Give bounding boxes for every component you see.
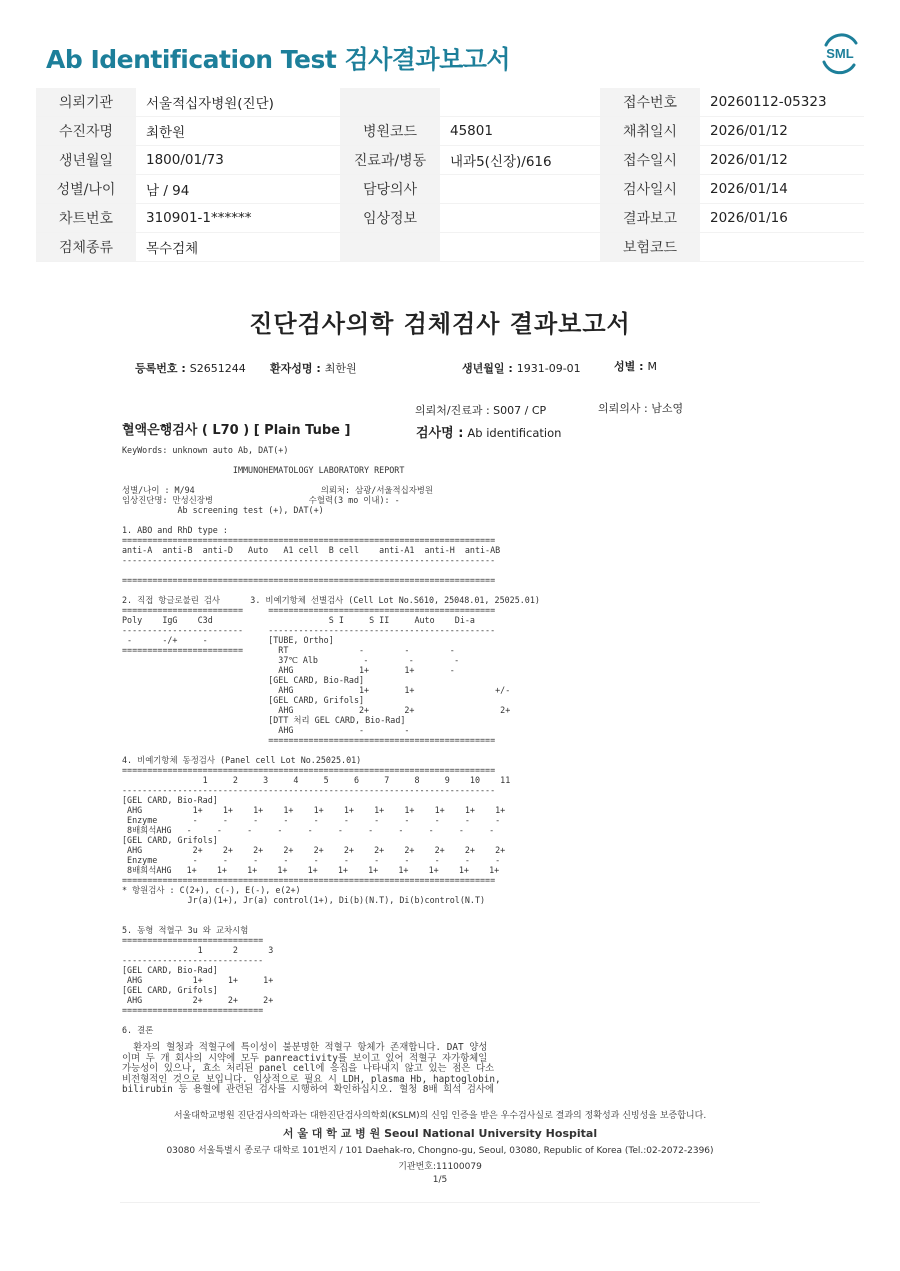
embedded-report <box>100 282 780 1204</box>
header-row <box>36 88 864 117</box>
test-name-value: Ab identification <box>467 426 562 440</box>
header-row <box>36 175 864 204</box>
header-value <box>440 175 600 204</box>
header-value: 2026/01/14 <box>700 175 864 204</box>
certification-text: 서울대학교병원 진단검사의학과는 대한진단검사의학회(KSLM)의 신임 인증을 받은 우수검사실로 결과의 정확성과 신빙성을 보증합니다. <box>173 1111 707 1121</box>
header-value: 2026/01/12 <box>700 117 864 146</box>
header-value: 목수검체 <box>136 233 340 262</box>
header-label: 의뢰기관 <box>36 88 136 117</box>
header-label <box>340 233 440 262</box>
header-value <box>700 233 864 262</box>
patient-name-label: 환자성명 : <box>270 362 321 375</box>
patient-info-table <box>36 88 864 262</box>
header-label: 병원코드 <box>340 117 440 146</box>
header-value: 서울적십자병원(진단) <box>136 88 340 117</box>
header-value: 2026/01/16 <box>700 204 864 233</box>
header-label: 접수번호 <box>600 88 700 117</box>
header-value: 남 / 94 <box>136 175 340 204</box>
header-value <box>440 88 600 117</box>
header-row <box>36 117 864 146</box>
header-value: 내과5(신장)/616 <box>440 146 600 175</box>
header-label: 검체종류 <box>36 233 136 262</box>
header-label: 임상정보 <box>340 204 440 233</box>
header-label: 보험코드 <box>600 233 700 262</box>
header-label: 채취일시 <box>600 117 700 146</box>
department: 의뢰처/진료과 : S007 / CP <box>415 404 547 417</box>
logo-text: SML <box>826 46 854 61</box>
birth-date <box>462 360 581 376</box>
header-label: 수진자명 <box>36 117 136 146</box>
header-value: 1800/01/73 <box>136 146 340 175</box>
header-label: 접수일시 <box>600 146 700 175</box>
header-value: 310901-1****** <box>136 204 340 233</box>
header-value <box>440 233 600 262</box>
institution-number: 기관번호:11100079 <box>398 1162 482 1172</box>
header-label: 결과보고 <box>600 204 700 233</box>
patient-info-body <box>36 88 864 262</box>
patient-name-value: 최한원 <box>324 362 357 375</box>
hospital-address: 03080 서울특별시 종로구 대학로 101번지 / 101 Daehak-ro, Chongno-gu, Seoul, 03080, Republic of Korea (Tel.:02-2072-2396) <box>166 1146 714 1156</box>
header-row <box>36 146 864 175</box>
header-row <box>36 233 864 262</box>
immunohematology-report-body: KeyWords: unknown auto Ab, DAT(+) IMMUNOHEMATOLOGY LABORATORY REPORT 성별/나이 : M/94 의뢰처: 삼광/서울적십자병원 임상진단명: 만성신장병 수혈력(3 mo 이내): - Ab screening test (+), DAT(+) 1. ABO and RhD type : ========================================================================== anti-A anti-B anti-D Auto A1 cell B cell anti-A1 anti-H anti-AB -------------------------------------------------------------------------- ========================================================================== 2. 직접 항글로불린 검사 3. 비예기항체 선별검사 (Cell Lot No.S610, 25048.01, 25025.01) ======================== ============================================= Poly IgG C3d S I S II Auto Di-a ------------------------ --------------------------------------------- - -/+ - [TUBE, Ortho] ======================== RT - - - 37℃ Alb - - - AHG 1+ 1+ - [GEL CARD, Bio-Rad] AHG 1+ 1+ +/- [GEL CARD, Grifols] AHG 2+ 2+ 2+ [DTT 처리 GEL CARD, Bio-Rad] AHG - - ============================================= 4. 비예기항체 동정검사 (Panel cell Lot No.25025.01) ========================================================================== 1 2 3 4 5 6 7 8 9 10 11 -------------------------------------------------------------------------- [GEL CARD, Bio-Rad] AHG 1+ 1+ 1+ 1+ 1+ 1+ 1+ 1+ 1+ 1+ 1+ Enzyme - - - - - - - - - - - 8배희석AHG - - - - - - - - - - - [GEL CARD, Grifols] AHG 2+ 2+ 2+ 2+ 2+ 2+ 2+ 2+ 2+ 2+ 2+ Enzyme - - - - - - - - - - - 8배희석AHG 1+ 1+ 1+ 1+ 1+ 1+ 1+ 1+ 1+ 1+ 1+ ========================================================================== * 항원검사 : C(2+), c(-), E(-), e(2+) Jr(a)(1+), Jr(a) control(1+), Di(b)(N.T), Di(b)control(N.T) 5. 동형 적혈구 3u 와 교차시험 ============================ 1 2 3 ---------------------------- [GEL CARD, Bio-Rad] AHG 1+ 1+ 1+ [GEL CARD, Grifols] AHG 2+ 2+ 2+ ============================ 6. 결론 <box>122 445 540 1035</box>
header-label: 차트번호 <box>36 204 136 233</box>
header-label: 검사일시 <box>600 175 700 204</box>
test-name <box>416 422 561 441</box>
header-label: 진료과/병동 <box>340 146 440 175</box>
section-title: 혈액은행검사 ( L70 ) [ Plain Tube ] <box>122 423 351 438</box>
header-value: 최한원 <box>136 117 340 146</box>
test-name-label: 검사명 : <box>416 426 464 441</box>
birth-date-value: 1931-09-01 <box>516 362 581 375</box>
sml-logo <box>818 31 862 75</box>
hospital-name: 서 울 대 학 교 병 원 Seoul National University Hospital <box>282 1127 598 1140</box>
header-value <box>440 204 600 233</box>
header-label <box>340 88 440 117</box>
header-row <box>36 204 864 233</box>
registration-value: S2651244 <box>189 362 246 375</box>
registration-label: 등록번호 : <box>135 362 186 375</box>
conclusion-text: 환자의 혈청과 적혈구에 특이성이 불분명한 적혈구 항체가 존재합니다. DAT 양성 이며 두 개 회사의 시약에 모두 panreactivity를 보이고 있어 적혈구 자가항체일 가능성이 있으나, 효소 처리된 panel cell에 응집을 나타내지 않고 있는 점은 다소 비전형적인 것으로 보입니다. 임상적으로 필요 시 LDH, plasma Hb, haptoglobin, bilirubin 등 용혈에 관련된 검사를 시행하여 확인하십시오. 혈청 8배 희석 검사에 <box>122 1042 501 1096</box>
page-number: 1/5 <box>432 1175 448 1185</box>
sex-label: 성별 : <box>614 360 644 373</box>
header-label: 생년월일 <box>36 146 136 175</box>
header-value: 2026/01/12 <box>700 146 864 175</box>
patient-name <box>270 360 357 376</box>
header-label: 담당의사 <box>340 175 440 204</box>
header-label: 성별/나이 <box>36 175 136 204</box>
requesting-doctor: 의뢰의사 : 남소영 <box>598 402 684 415</box>
registration-number <box>135 360 246 376</box>
report-title: 진단검사의학 검체검사 결과보고서 <box>249 309 631 338</box>
header-value: 45801 <box>440 117 600 146</box>
sex-value: M <box>647 360 657 373</box>
report-bottom-edge <box>120 1202 760 1203</box>
header-value: 20260112-05323 <box>700 88 864 117</box>
sex <box>614 358 657 374</box>
page-title: Ab Identification Test 검사결과보고서 <box>46 45 511 74</box>
birth-date-label: 생년월일 : <box>462 362 513 375</box>
